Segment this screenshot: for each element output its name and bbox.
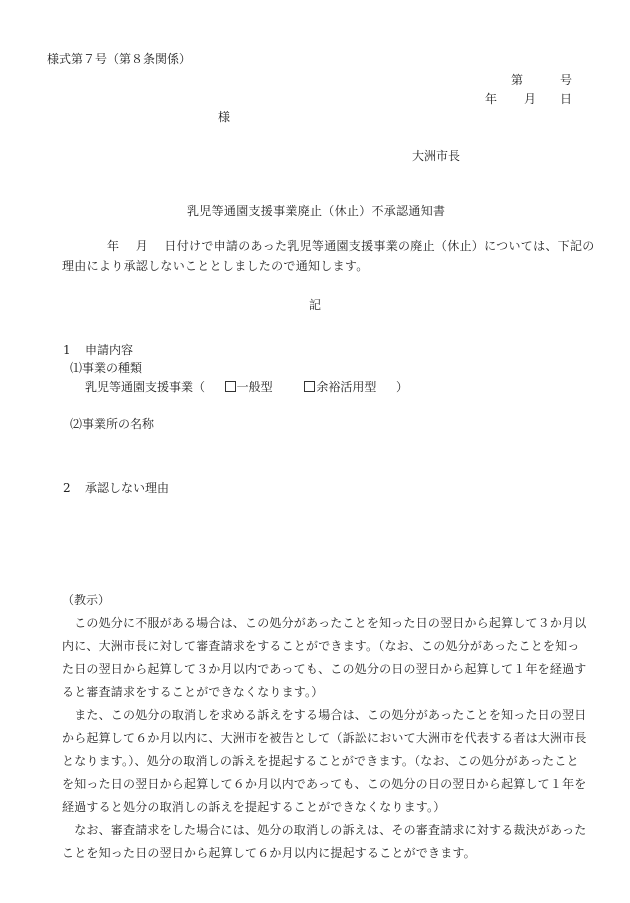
option-spare-capacity[interactable]: 余裕活用型 <box>304 380 376 394</box>
notice-line: た日の翌日から起算して３か月以内であっても、この処分の日の翌日から起算して１年を経過す <box>62 662 587 676</box>
doc-number-suffix: 号 <box>560 73 573 87</box>
date-month: 月 <box>524 92 537 106</box>
notice-line: ことを知った日の翌日から起算して６か月以内に提起することができます。 <box>62 846 476 860</box>
document-title: 乳児等通園支援事業廃止（休止）不承認通知書 <box>187 204 446 218</box>
notice-line: を知った日の翌日から起算して６か月以内であっても、この処分の日の翌日から起算して１年を <box>62 777 587 791</box>
notice-heading: （教示） <box>62 593 111 607</box>
date-year: 年 <box>485 92 498 106</box>
option-general[interactable]: 一般型 <box>225 380 273 394</box>
checkbox-icon[interactable] <box>225 381 236 392</box>
checkbox-icon[interactable] <box>304 381 315 392</box>
addressee-suffix: 様 <box>218 110 231 124</box>
section2-heading: 承認しない理由 <box>85 481 170 495</box>
notice-line: ると審査請求をすることができなくなります。） <box>62 685 324 699</box>
facility-name-label: ⑵事業所の名称 <box>70 417 155 431</box>
form-number: 様式第７号（第８条関係） <box>47 52 192 66</box>
section1-heading: 申請内容 <box>85 343 134 357</box>
intro-line-2: 理由により承認しないこととしましたので通知します。 <box>62 259 369 273</box>
close-paren: ） <box>396 380 409 394</box>
intro-line-1: 年 月 日付けで申請のあった乳児等通園支援事業の廃止（休止）については、下記の <box>107 239 595 253</box>
business-type-label: ⑴事業の種類 <box>70 361 143 375</box>
business-type-row <box>85 381 408 393</box>
notice-line: 内に、大洲市長に対して審査請求をすることができます。（なお、この処分があったことを知っ <box>62 639 580 653</box>
ki-heading: 記 <box>309 298 322 312</box>
notice-line: この処分に不服がある場合は、この処分があったことを知った日の翌日から起算して３か月以 <box>62 616 587 630</box>
business-name: 乳児等通園支援事業（ <box>85 380 206 394</box>
notice-line: となります。）、処分の取消しの訴えを提起することができます。（なお、この処分があったこと <box>62 754 579 768</box>
notice-line: 経過すると処分の取消しの訴えを提起することができなくなります。） <box>62 800 446 814</box>
notice-line: から起算して６か月以内に、大洲市を被告として（訴訟において大洲市を代表する者は大洲市長 <box>62 731 587 745</box>
notice-line: また、この処分の取消しを求める訴えをする場合は、この処分があったことを知った日の翌日 <box>62 708 587 722</box>
date-day: 日 <box>560 92 573 106</box>
section1-number: 1 <box>63 343 71 357</box>
issuer-name: 大洲市長 <box>412 149 461 163</box>
notice-line: なお、審査請求をした場合には、処分の取消しの訴えは、その審査請求に対する裁決があった <box>62 823 587 837</box>
doc-number-prefix: 第 <box>511 73 524 87</box>
section2-number: 2 <box>63 481 71 495</box>
